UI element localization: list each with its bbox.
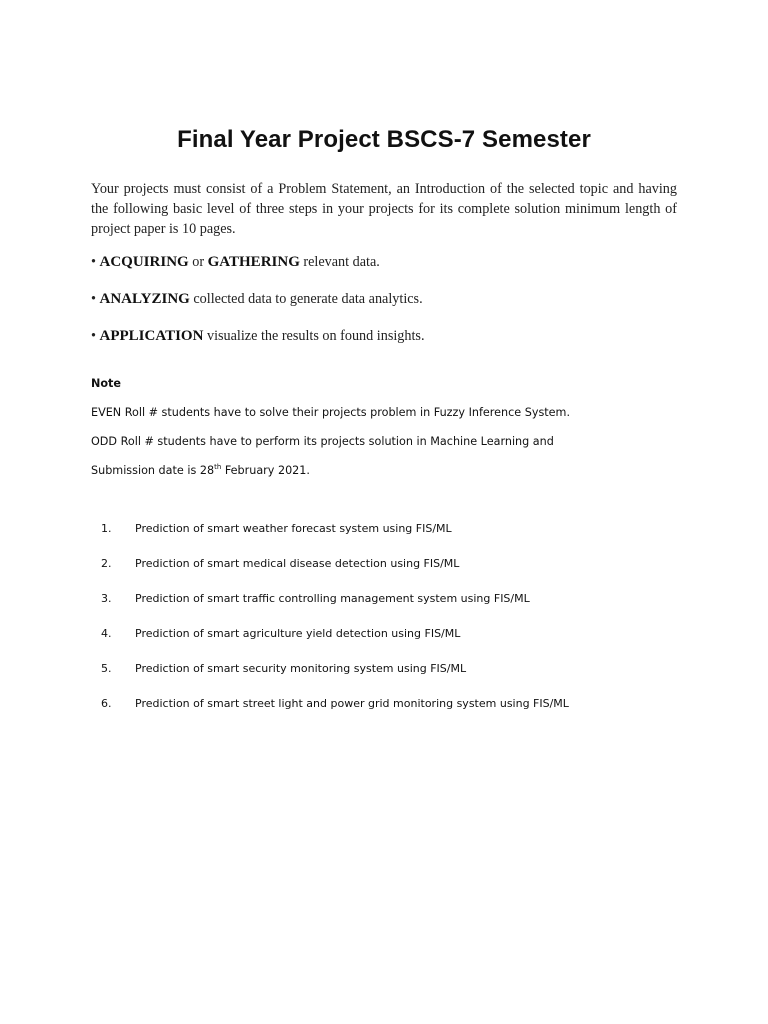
note-even-roll: EVEN Roll # students have to solve their projects problem in Fuzzy Inference System.	[91, 406, 570, 419]
list-item	[101, 522, 569, 557]
bullet-analyzing	[91, 291, 423, 308]
bullet-keyword-acquiring: ACQUIRING	[99, 254, 189, 270]
intro-paragraph: Your projects must consist of a Problem Statement, an Introduction of the selected topic and having the following basic level of three steps in your projects for its complete solution minimum length of project paper is 10 pages.	[91, 181, 677, 237]
list-text: Prediction of smart street light and power grid monitoring system using FIS/ML	[135, 697, 569, 710]
list-number: 1.	[101, 522, 112, 535]
list-item	[101, 697, 569, 732]
submission-suffix: February 2021.	[221, 464, 310, 477]
list-text: Prediction of smart traffic controlling management system using FIS/ML	[135, 592, 530, 605]
list-number: 5.	[101, 662, 112, 675]
submission-date	[91, 464, 310, 477]
bullet-text: collected data to generate data analytics.	[189, 291, 423, 307]
list-item	[101, 557, 569, 592]
list-item	[101, 592, 569, 627]
note-odd-roll: ODD Roll # students have to perform its projects solution in Machine Learning and	[91, 435, 554, 448]
bullet-keyword-analyzing: ANALYZING	[99, 291, 190, 307]
bullet-acquiring	[91, 254, 380, 271]
bullet-text: relevant data.	[299, 254, 380, 270]
list-text: Prediction of smart weather forecast system using FIS/ML	[135, 522, 452, 535]
bullet-marker: •	[91, 291, 96, 307]
bullet-text: visualize the results on found insights.	[203, 328, 425, 344]
bullet-keyword-application: APPLICATION	[99, 328, 204, 344]
bullet-application	[91, 328, 425, 345]
project-list	[101, 522, 569, 732]
list-text: Prediction of smart agriculture yield detection using FIS/ML	[135, 627, 461, 640]
list-number: 3.	[101, 592, 112, 605]
list-number: 2.	[101, 557, 112, 570]
bullet-keyword-gathering: GATHERING	[207, 254, 300, 270]
list-text: Prediction of smart medical disease detection using FIS/ML	[135, 557, 460, 570]
bullet-marker: •	[91, 254, 96, 270]
document-title: Final Year Project BSCS-7 Semester	[177, 126, 591, 153]
bullet-marker: •	[91, 328, 96, 344]
note-heading: Note	[91, 377, 121, 390]
submission-prefix: Submission date is 28	[91, 464, 215, 477]
list-text: Prediction of smart security monitoring system using FIS/ML	[135, 662, 467, 675]
bullet-connector: or	[188, 254, 208, 270]
list-number: 6.	[101, 697, 112, 710]
submission-ordinal: th	[214, 463, 222, 471]
list-item	[101, 627, 569, 662]
list-number: 4.	[101, 627, 112, 640]
list-item	[101, 662, 569, 697]
